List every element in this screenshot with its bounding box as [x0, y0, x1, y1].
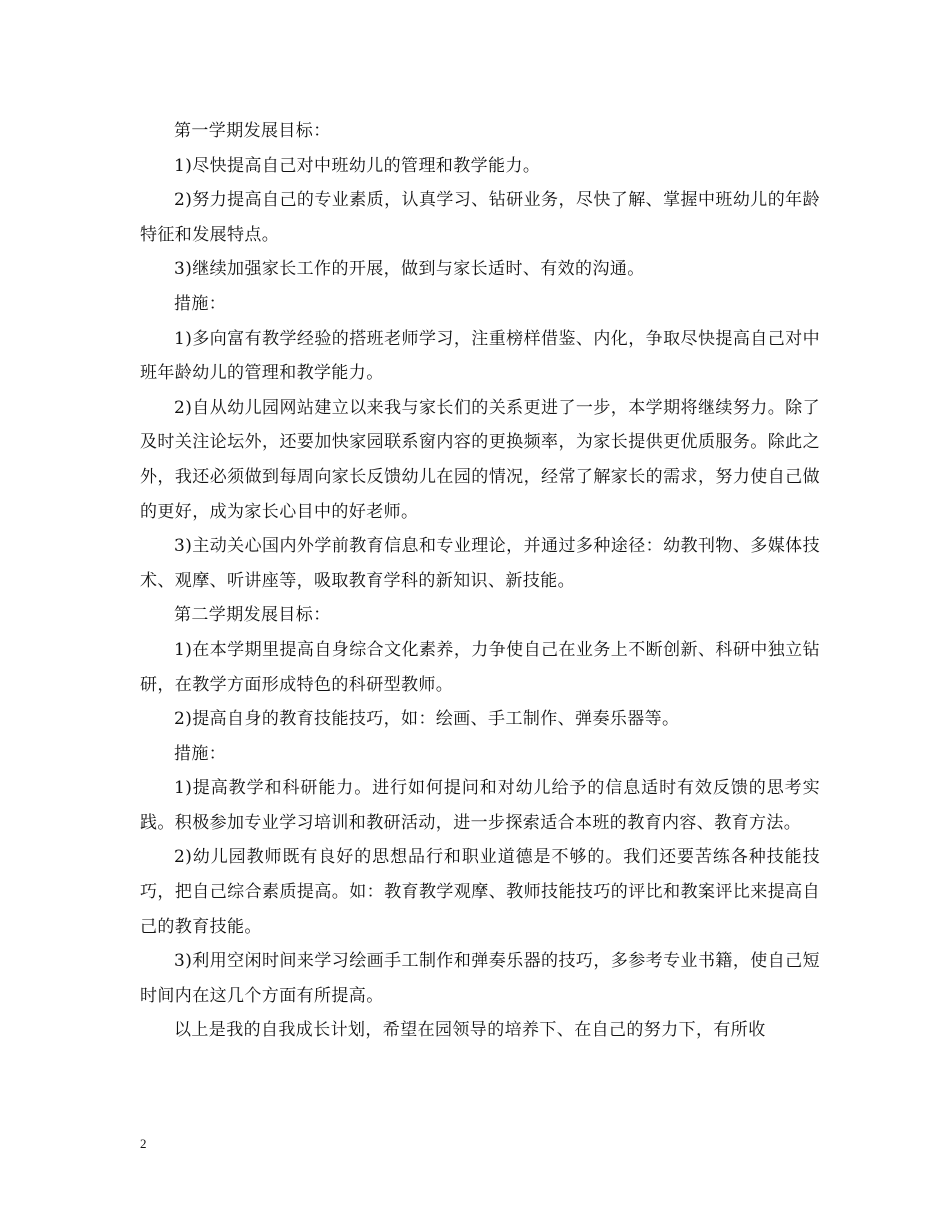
paragraph-goal-1-3: 3)继续加强家长工作的开展，做到与家长适时、有效的沟通。	[174, 259, 645, 280]
document-body	[140, 114, 820, 1048]
page-number: 2	[140, 1136, 147, 1151]
paragraph-goal-1-1: 1)尽快提高自己对中班幼儿的管理和教学能力。	[174, 155, 541, 176]
paragraph-goal-2-2: 2)提高自身的教育技能技巧，如：绘画、手工制作、弹奏乐器等。	[174, 709, 680, 730]
paragraph-measure-2-2: 2)幼儿园教师既有良好的思想品行和职业道德是不够的。我们还要苦练各种技能技巧，把自己综合素质提高。如：教育教学观摩、教师技能技巧的评比和教案评比来提高自己的教育技能。	[140, 847, 820, 937]
paragraph-goal-heading-1: 第一学期发展目标：	[174, 121, 331, 141]
paragraph-measure-2-3: 3)利用空闲时间来学习绘画手工制作和弹奏乐器的技巧，多参考专业书籍，使自己短时间内在这几个方面有所提高。	[140, 951, 820, 1006]
paragraph-measures-heading-1: 措施：	[174, 293, 227, 314]
paragraph-measures-heading-2: 措施：	[174, 743, 227, 764]
paragraph-measure-1-3: 3)主动关心国内外学前教育信息和专业理论，并通过多种途径：幼教刊物、多媒体技术、观摩、听讲座等，吸取教育学科的新知识、新技能。	[140, 536, 820, 591]
paragraph-goal-heading-2: 第二学期发展目标：	[174, 605, 331, 626]
paragraph-measure-1-1: 1)多向富有教学经验的搭班老师学习，注重榜样借鉴、内化，争取尽快提高自己对中班年龄幼儿的管理和教学能力。	[140, 328, 820, 384]
paragraph-measure-2-1: 1)提高教学和科研能力。进行如何提问和对幼儿给予的信息适时有效反馈的思考实践。积极参加专业学习培训和教研活动，进一步探索适合本班的教育内容、教育方法。	[140, 778, 820, 833]
paragraph-measure-1-2: 2)自从幼儿园网站建立以来我与家长们的关系更进了一步，本学期将继续努力。除了及时关注论坛外，还要加快家园联系窗内容的更换频率，为家长提供更优质服务。除此之外，我还必须做到每周向家长反馈幼儿在园的情况，经常了解家长的需求，努力使自己做的更好，成为家长心目中的好老师。	[140, 397, 820, 522]
paragraph-goal-2-1: 1)在本学期里提高自身综合文化素养，力争使自己在业务上不断创新、科研中独立钻研，在教学方面形成特色的科研型教师。	[140, 639, 820, 695]
paragraph-goal-1-2: 2)努力提高自己的专业素质，认真学习、钻研业务，尽快了解、掌握中班幼儿的年龄特征和发展特点。	[140, 190, 820, 245]
paragraph-conclusion: 以上是我的自我成长计划，希望在园领导的培养下、在自己的努力下，有所收	[174, 1020, 766, 1041]
